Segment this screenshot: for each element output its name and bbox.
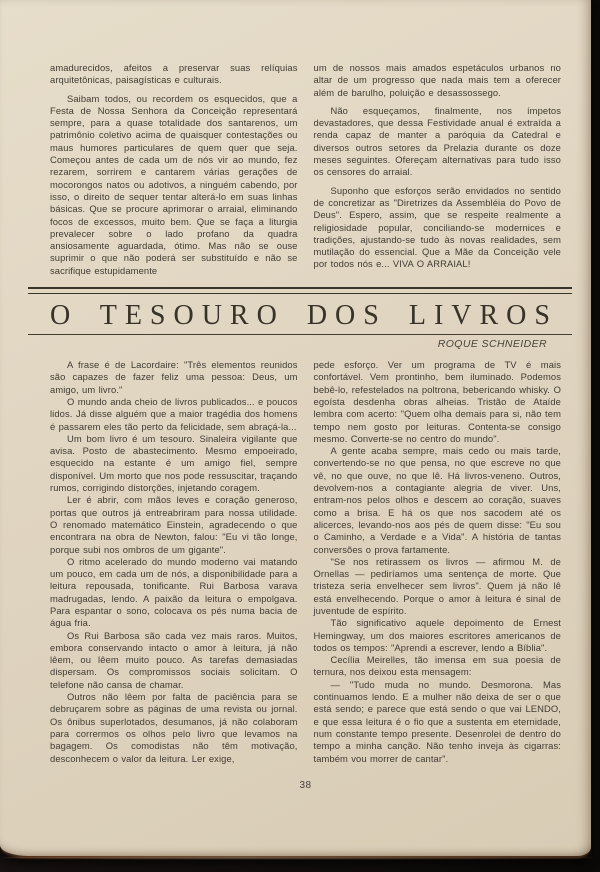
page-bottom-edge	[2, 856, 594, 859]
paragraph: O mundo anda cheio de livros publicados... e poucos lidos. Já disse alguém que a maior tragédia dos homens é passarem eles tão perto da felicidade, sem abraçá-la...	[50, 395, 298, 432]
paragraph: Um bom livro é um tesouro. Sinaleira vigilante que avisa. Posto de abastecimento. Mesmo empoeirado, esquecido na estante é um amigo fiel, sempre disponível. Um morto que nos pode ressuscitar, traçando rumos, corrigindo distorções, injetando coragem.	[50, 432, 298, 494]
paragraph: Outros não lêem por falta de paciência para se debruçarem sobre as páginas de uma revista ou jornal. Os ônibus superlotados, desumanos, já não colaboram para corrermos os olhos pelo livro que levamos na bagagem. Os comodistas não têm motivação, desconhecem o valor da leitura. Ler exige,	[50, 691, 298, 764]
article-columns	[50, 359, 561, 765]
paragraph: Ler é abrir, com mãos leves e coração generoso, portas que outros já entreabriram para nossa utilidade. O renomado matemático Einstein, agradecendo o que encontrara na obra de Newton, falou: "Eu vi tão longe, porque subi nos ombros de um gigante".	[50, 494, 298, 555]
column-left	[50, 62, 298, 277]
paragraph: A frase é de Lacordaire: "Três elementos reunidos são capazes de fazer feliz uma pessoa: Deus, um amigo, um livro."	[50, 359, 298, 395]
paragraph: "Se nos retirassem os livros — afirmou M. de Ornellas — pediríamos uma sentença de morte. Que tristeza seria envelhecer sem livros". Quem já não lê está envelhecendo. Porque o amor à leitura é sinal de juventude de espírito.	[313, 555, 561, 616]
paragraph: — "Tudo muda no mundo. Desmorona. Mas continuamos lendo. E a mulher não deixa de ser o que está sendo; e parece que está sendo o que vai LENDO, e que essa leitura é o fio que a sustenta em eternidade, num constante tempo presente. Desenrolei de dentro do tempo a minha canção. Não tenho inveja às cigarras: também vou morrer de cantar".	[313, 678, 561, 764]
section-divider-rule	[28, 287, 572, 294]
previous-article-section	[50, 62, 561, 277]
paragraph: amadurecidos, afeitos a preservar suas relíquias arquitetônicas, paisagísticas e culturais.	[50, 62, 298, 86]
paragraph: Não esqueçamos, finalmente, nos ímpetos devastadores, que dessa Festividade anual é extraída a renda capaz de manter a paróquia da Catedral e diversos outros setores da Prelazia durante os doze meses seguintes. Ofereçam alternativas para tudo isso os censores do arraial.	[313, 104, 561, 178]
paragraph: Os Rui Barbosa são cada vez mais raros. Muitos, embora conservando intacto o amor à leitura, já não lêem, ou lêem muito pouco. As tarefas demasiadas dispersam. Os compromissos sociais solicitam. O telefone não cansa de chamar.	[50, 629, 298, 690]
column-right	[314, 359, 562, 765]
author-byline: ROQUE SCHNEIDER	[437, 338, 547, 351]
column-left	[50, 359, 298, 765]
paragraph: Saibam todos, ou recordem os esquecidos, que a Festa de Nossa Senhora da Conceição representará sempre, para a quase totalidade dos santarenos, um patrimônio coletivo acima de quaisquer contestações ou maus humores particulares de quem quer que seja. Começou antes de cada um de nós vir ao mundo, fez rezarem, sorrirem e cantarem várias gerações de mocorongos natos ou adotivos, a ninguém cabendo, por isso, o direito de sequer tentar alterá-lo em suas linhas básicas. Que se procure aprimorar o arraial, eliminando focos de excessos, muito bem. Que se faça a liturgia prevalecer sobre o lado profano da quadra ansiosamente aguardada, ótimo. Mas não se ouse suprimir o que não poderá ser substituído e não se sacrifique estupidamente	[50, 92, 298, 276]
article-section	[50, 359, 561, 765]
paragraph: Tão significativo aquele depoimento de Ernest Hemingway, um dos maiores escritores americanos de todos os tempos: "Aprendi a escrever, lendo a Bíblia".	[313, 617, 561, 653]
previous-article-columns	[50, 62, 561, 277]
paragraph: pede esforço. Ver um programa de TV é mais confortável. Vem prontinho, bem iluminado. Podemos bebê-lo, refestelados na poltrona, bebericando whisky. O egoísta desdenha obras alheias. Tristão de Ataíde lembra com acerto: "Quem olha demais para si, não tem tempo nem gosto por leituras. Contenta-se consigo mesmo. Converte-se no centro do mundo".	[313, 359, 561, 444]
page-content	[50, 62, 561, 791]
paragraph: um de nossos mais amados espetáculos urbanos no altar de um progresso que nada mais tem a oferecer além de barulho, poluição e desassossego.	[313, 62, 561, 98]
paragraph: Cecília Meirelles, tão imensa em sua poesia de ternura, nos deixou esta mensagem:	[313, 654, 561, 678]
paragraph: Suponho que esforços serão envidados no sentido de concretizar as "Diretrizes da Assembléia do Povo de Deus". Espero, assim, que se respeite realmente a religiosidade popular, conciliando-se modernices e tradições, ajustando-se tudo às novas realidades, sem mutilação do essencial. Que a Mãe da Conceição vele por todos nós e... VIVA O ARRAIAL!	[313, 184, 561, 270]
page-number: 38	[299, 779, 312, 791]
article-title: O TESOURO DOS LIVROS	[50, 300, 558, 332]
paragraph: A gente acaba sempre, mais cedo ou mais tarde, convertendo-se no que pensa, no que escreve no que vê, no que ouve, no que lê. Há livros-veneno. Outros, devolvem-nos a contagiante alegria de viver. Uns, entram-nos pelos olhos e descem ao coração, suaves como a brisa. E há os que nos sacodem até os alicerces, levando-nos aos pés de quem disse: "Eu sou o Caminho, a Verdade e a Vida". A história de tantas conversões o prova fartamente.	[313, 445, 561, 555]
paragraph: O ritmo acelerado do mundo moderno vai matando um pouco, em cada um de nós, a disponibilidade para a leitura repousada, tonificante. Rui Barbosa varava madrugadas, lendo. A paixão da leitura o empolgava. Para espantar o sono, colocava os pés numa bacia de água fria.	[50, 555, 298, 629]
column-right	[314, 62, 562, 277]
title-underline-rule	[28, 334, 572, 335]
